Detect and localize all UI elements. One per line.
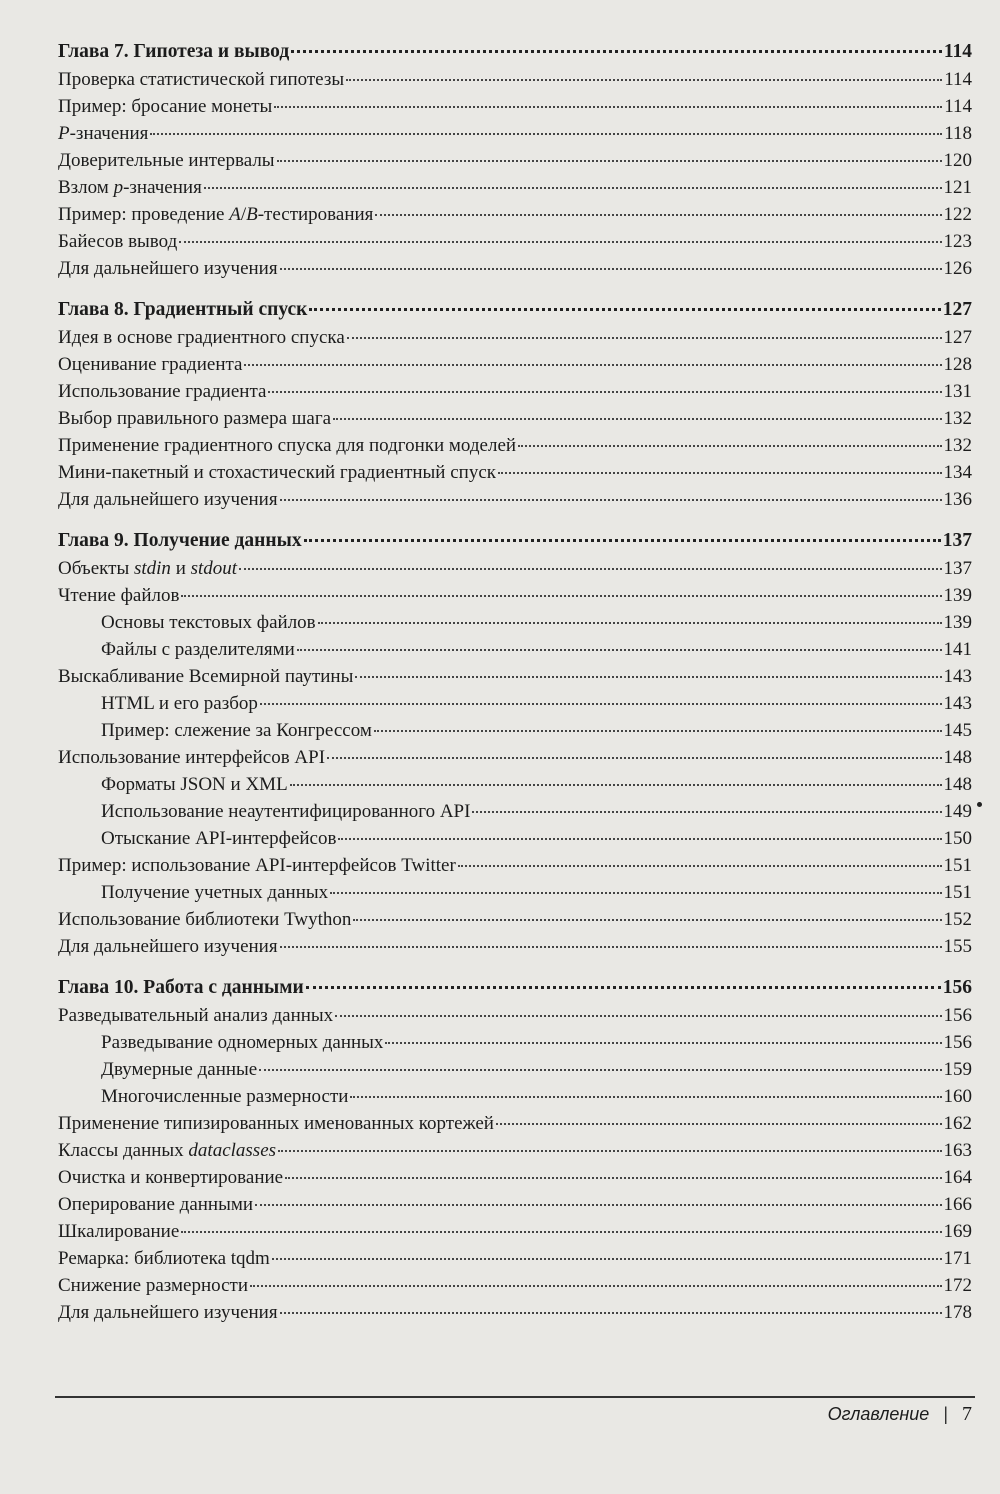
entry-page-number: 155	[943, 936, 972, 957]
toc-section-entry[interactable]	[58, 1299, 972, 1326]
entry-title: Использование неаутентифицированного API	[101, 801, 471, 822]
entry-title: Отыскание API-интерфейсов	[101, 828, 337, 849]
toc-section-entry[interactable]	[58, 933, 972, 960]
toc-section-entry[interactable]	[58, 228, 972, 255]
page-footer	[828, 1403, 972, 1426]
toc-chapter-heading[interactable]	[58, 296, 972, 324]
entry-title: Оценивание градиента	[58, 354, 243, 375]
entry-title: Мини-пакетный и стохастический градиентный спуск	[58, 462, 496, 483]
entry-page-number: 151	[943, 855, 972, 876]
entry-title: Оперирование данными	[58, 1194, 254, 1215]
entry-page-number: 160	[943, 1086, 972, 1107]
entry-page-number: 156	[943, 1032, 972, 1053]
entry-page-number: 120	[943, 150, 972, 171]
entry-page-number: 151	[943, 882, 972, 903]
entry-title: Многочисленные размерности	[101, 1086, 349, 1107]
entry-page-number: 164	[943, 1167, 972, 1188]
chapter-title: Глава 10. Работа с данными	[58, 977, 304, 998]
entry-title: Разведывание одномерных данных	[101, 1032, 384, 1053]
entry-title: Пример: бросание монеты	[58, 96, 273, 117]
dot-leader	[181, 595, 941, 597]
entry-page-number: 139	[943, 585, 972, 606]
entry-title: Байесов вывод	[58, 231, 178, 252]
toc-section-entry[interactable]	[58, 1110, 972, 1137]
toc-section-entry[interactable]	[58, 378, 972, 405]
entry-page-number: 131	[943, 381, 972, 402]
table-of-contents	[58, 38, 972, 1340]
dot-leader	[327, 757, 941, 759]
entry-page-number: 141	[943, 639, 972, 660]
dot-leader	[472, 811, 941, 813]
entry-title: Чтение файлов	[58, 585, 180, 606]
entry-title: Для дальнейшего изучения	[58, 936, 278, 957]
entry-title: Использование интерфейсов API	[58, 747, 326, 768]
dot-leader	[518, 445, 941, 447]
dot-leader	[304, 539, 941, 542]
toc-subsection-entry[interactable]	[58, 1029, 972, 1056]
toc-section-entry[interactable]	[58, 1245, 972, 1272]
toc-section-entry[interactable]	[58, 93, 972, 120]
entry-page-number: 145	[943, 720, 972, 741]
entry-title: Использование библиотеки Twython	[58, 909, 352, 930]
entry-page-number: 134	[943, 462, 972, 483]
dot-leader	[204, 187, 942, 189]
toc-section-entry[interactable]	[58, 1218, 972, 1245]
dot-leader	[268, 391, 941, 393]
entry-title: Проверка статистической гипотезы	[58, 69, 345, 90]
entry-title: P-значения	[58, 123, 149, 144]
dot-leader	[375, 214, 941, 216]
entry-title: Доверительные интервалы	[58, 150, 275, 171]
entry-page-number: 169	[943, 1221, 972, 1242]
dot-leader	[290, 784, 942, 786]
dot-leader	[179, 241, 941, 243]
entry-page-number: 127	[943, 327, 972, 348]
dot-leader	[335, 1015, 941, 1017]
dot-leader	[291, 50, 942, 53]
dot-leader	[250, 1285, 941, 1287]
entry-title: Применение градиентного спуска для подгонки моделей	[58, 435, 517, 456]
toc-chapter-heading[interactable]	[58, 38, 972, 66]
entry-page-number: 162	[943, 1113, 972, 1134]
toc-section-entry[interactable]	[58, 432, 972, 459]
toc-subsection-entry[interactable]	[58, 798, 972, 825]
entry-page-number: 132	[943, 408, 972, 429]
toc-subsection-entry[interactable]	[58, 717, 972, 744]
entry-title: Для дальнейшего изучения	[58, 1302, 278, 1323]
toc-section-entry[interactable]	[58, 255, 972, 282]
chapter-block	[58, 296, 972, 513]
toc-section-entry[interactable]	[58, 1002, 972, 1029]
dot-leader	[496, 1123, 942, 1125]
toc-subsection-entry[interactable]	[58, 690, 972, 717]
dot-leader	[278, 1150, 941, 1152]
entry-title: Разведывательный анализ данных	[58, 1005, 334, 1026]
toc-section-entry[interactable]	[58, 906, 972, 933]
dot-leader	[353, 919, 941, 921]
footer-separator: |	[943, 1404, 948, 1424]
dot-leader	[280, 499, 942, 501]
entry-page-number: 156	[943, 1005, 972, 1026]
entry-page-number: 118	[944, 123, 972, 144]
dot-leader	[297, 649, 942, 651]
dot-leader	[330, 892, 941, 894]
dot-leader	[272, 1258, 942, 1260]
toc-section-entry[interactable]	[58, 201, 972, 228]
dot-leader	[385, 1042, 941, 1044]
entry-page-number: 126	[943, 258, 972, 279]
entry-page-number: 159	[943, 1059, 972, 1080]
entry-page-number: 152	[943, 909, 972, 930]
entry-page-number: 122	[943, 204, 972, 225]
entry-title: Идея в основе градиентного спуска	[58, 327, 345, 348]
entry-page-number: 114	[944, 69, 972, 90]
dot-leader	[277, 160, 942, 162]
dot-leader	[260, 703, 942, 705]
toc-subsection-entry[interactable]	[58, 636, 972, 663]
toc-subsection-entry[interactable]	[58, 771, 972, 798]
chapter-block	[58, 38, 972, 282]
entry-page-number: 139	[943, 612, 972, 633]
entry-title: Взлом p-значения	[58, 177, 202, 198]
entry-page-number: 114	[944, 96, 972, 117]
entry-title: Форматы JSON и XML	[101, 774, 288, 795]
chapter-title: Глава 7. Гипотеза и вывод	[58, 41, 290, 62]
footer-section-label: Оглавление	[827, 1404, 930, 1424]
dot-leader	[280, 946, 942, 948]
entry-title: Применение типизированных именованных кортежей	[58, 1113, 494, 1134]
entry-page-number: 149	[943, 801, 972, 822]
dot-leader	[355, 676, 941, 678]
toc-section-entry[interactable]	[58, 1272, 972, 1299]
toc-section-entry[interactable]	[58, 1191, 972, 1218]
entry-title: Снижение размерности	[58, 1275, 249, 1296]
dot-leader	[346, 79, 942, 81]
toc-section-entry[interactable]	[58, 174, 972, 201]
toc-section-entry[interactable]	[58, 663, 972, 690]
entry-page-number: 148	[943, 774, 972, 795]
footer-page-number: 7	[962, 1403, 972, 1425]
entry-title: Пример: использование API-интерфейсов Twitter	[58, 855, 456, 876]
dot-leader	[350, 1096, 941, 1098]
toc-subsection-entry[interactable]	[58, 609, 972, 636]
entry-page-number: 143	[943, 666, 972, 687]
toc-section-entry[interactable]	[58, 1137, 972, 1164]
dot-leader	[374, 730, 942, 732]
toc-section-entry[interactable]	[58, 555, 972, 582]
entry-title: Основы текстовых файлов	[101, 612, 316, 633]
entry-page-number: 178	[943, 1302, 972, 1323]
entry-page-number: 171	[943, 1248, 972, 1269]
entry-page-number: 163	[943, 1140, 972, 1161]
dot-leader	[306, 986, 941, 989]
entry-page-number: 150	[943, 828, 972, 849]
dot-leader	[338, 838, 941, 840]
entry-title: Шкалирование	[58, 1221, 180, 1242]
dot-leader	[285, 1177, 941, 1179]
dot-leader	[274, 106, 942, 108]
toc-section-entry[interactable]	[58, 120, 972, 147]
chapter-title: Глава 8. Градиентный спуск	[58, 299, 308, 320]
footer-rule	[55, 1396, 975, 1398]
dot-leader	[333, 418, 941, 420]
entry-title: HTML и его разбор	[101, 693, 258, 714]
dot-leader	[309, 308, 940, 311]
dot-leader	[280, 268, 942, 270]
chapter-block	[58, 974, 972, 1326]
entry-title: Ремарка: библиотека tqdm	[58, 1248, 270, 1269]
dot-leader	[244, 364, 941, 366]
toc-subsection-entry[interactable]	[58, 879, 972, 906]
entry-title: Получение учетных данных	[101, 882, 329, 903]
dot-leader	[347, 337, 942, 339]
entry-page-number: 123	[943, 231, 972, 252]
stray-print-dot	[977, 802, 982, 807]
entry-title: Файлы с разделителями	[101, 639, 295, 660]
dot-leader	[150, 133, 942, 135]
entry-title: Объекты stdin и stdout	[58, 558, 238, 579]
dot-leader	[259, 1069, 941, 1071]
toc-section-entry[interactable]	[58, 405, 972, 432]
entry-page-number: 148	[943, 747, 972, 768]
toc-section-entry[interactable]	[58, 351, 972, 378]
entry-title: Выскабливание Всемирной паутины	[58, 666, 354, 687]
entry-page-number: 143	[943, 693, 972, 714]
toc-section-entry[interactable]	[58, 852, 972, 879]
toc-subsection-entry[interactable]	[58, 825, 972, 852]
toc-section-entry[interactable]	[58, 486, 972, 513]
toc-section-entry[interactable]	[58, 147, 972, 174]
chapter-title: Глава 9. Получение данных	[58, 530, 302, 551]
toc-section-entry[interactable]	[58, 459, 972, 486]
chapter-page-number: 127	[942, 299, 972, 320]
dot-leader	[255, 1204, 941, 1206]
entry-title: Пример: проведение A/B-тестирования	[58, 204, 374, 225]
chapter-page-number: 156	[942, 977, 972, 998]
entry-title: Классы данных dataclasses	[58, 1140, 277, 1161]
toc-section-entry[interactable]	[58, 1164, 972, 1191]
entry-page-number: 136	[943, 489, 972, 510]
dot-leader	[318, 622, 942, 624]
chapter-page-number: 137	[942, 530, 972, 551]
entry-title: Пример: слежение за Конгрессом	[101, 720, 372, 741]
entry-title: Для дальнейшего изучения	[58, 489, 278, 510]
entry-page-number: 128	[943, 354, 972, 375]
chapter-block	[58, 527, 972, 960]
entry-title: Двумерные данные	[101, 1059, 258, 1080]
entry-title: Очистка и конвертирование	[58, 1167, 284, 1188]
entry-title: Для дальнейшего изучения	[58, 258, 278, 279]
toc-section-entry[interactable]	[58, 582, 972, 609]
toc-subsection-entry[interactable]	[58, 1056, 972, 1083]
toc-chapter-heading[interactable]	[58, 527, 972, 555]
toc-section-entry[interactable]	[58, 66, 972, 93]
dot-leader	[458, 865, 942, 867]
dot-leader	[239, 568, 941, 570]
entry-title: Использование градиента	[58, 381, 267, 402]
toc-section-entry[interactable]	[58, 324, 972, 351]
dot-leader	[280, 1312, 942, 1314]
entry-page-number: 132	[943, 435, 972, 456]
toc-section-entry[interactable]	[58, 744, 972, 771]
entry-page-number: 121	[943, 177, 972, 198]
toc-subsection-entry[interactable]	[58, 1083, 972, 1110]
entry-page-number: 172	[943, 1275, 972, 1296]
entry-page-number: 137	[943, 558, 972, 579]
dot-leader	[498, 472, 942, 474]
chapter-page-number: 114	[943, 41, 972, 62]
toc-chapter-heading[interactable]	[58, 974, 972, 1002]
entry-title: Выбор правильного размера шага	[58, 408, 332, 429]
entry-page-number: 166	[943, 1194, 972, 1215]
dot-leader	[181, 1231, 941, 1233]
